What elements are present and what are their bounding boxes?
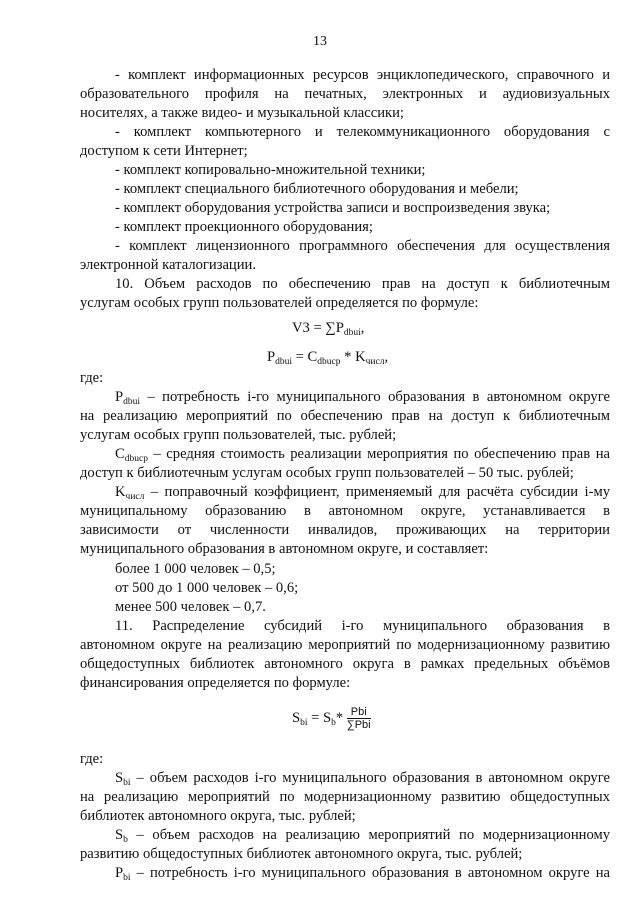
text-line: - комплект оборудования устройства записи и воспроизведения звука; [115,200,551,216]
text-line: услугам особых групп пользователей определяется по формуле: [80,295,479,311]
text-line: муниципального образования в автономном округе, и составляет: [80,541,489,557]
formula-v3: $V3 = \sum P_{dbui}$, [292,320,365,338]
definition-line: $K_{числ}$ – поправочный коэффициент, применяемый для расчёта субсидии i-му [115,484,610,502]
text-line: доступом к сети Интернет; [80,143,248,159]
text-line: - комплект компьютерного и телекоммуникационного оборудования с [115,124,610,140]
text-line: доступ к библиотечным услугам особых групп пользователей – 50 тыс. рублей; [80,465,574,481]
text-line: услугам особых групп пользователей, тыс. рублей; [80,427,397,443]
formula-sbi: $S_{bi} = S_b*$ $\frac{\text{Pbi}}{\text{∑Pbi}}$ [292,706,371,731]
text-line: библиотек автономного округа, тыс. рублей; [80,808,356,824]
text-line: носителях, а также видео- и музыкальной классики; [80,105,404,121]
text-line: где: [80,370,104,386]
text-line: развитию общедоступных библиотек автономного округа, тыс. рублей; [80,846,523,862]
definition-line: $P_{bi}$ – потребность i-го муниципального образования в автономном округе на [115,865,611,883]
text-line: более 1 000 человек – 0,5; [115,561,276,577]
text-line: - комплект копировально-множительной техники; [115,162,426,178]
text-line: на реализацию мероприятий по модернизационному развитию общедоступных [80,789,610,805]
text-line: на реализацию мероприятий по обеспечению прав на доступ к библиотечным [80,408,610,424]
definition-line: $S_{bi}$ – объем расходов i-го муниципального образования в автономном округе [115,770,611,788]
text-line: менее 500 человек – 0,7. [115,599,266,615]
text-line: автономном округе на реализацию мероприятий по модернизационному развитию [80,637,610,653]
definition-line: $C_{dbucp}$ – средняя стоимость реализации мероприятия по обеспечению прав на [115,446,610,464]
text-line: финансирования определяется по формуле: [80,675,351,691]
text-line: образовательного профиля на печатных, электронных и аудиовизуальных [80,86,610,102]
text-line: - комплект специального библиотечного оборудования и мебели; [115,181,519,197]
fraction: $\frac{\text{Pbi}}{\text{∑Pbi}}$ [346,706,371,731]
text-line: где: [80,751,104,767]
text-line: общедоступных библиотек автономного округа в рамках предельных объёмов [80,656,610,672]
definition-line: $S_b$ – объем расходов на реализацию мероприятий по модернизационному [115,827,610,845]
text-line: зависимости от численности инвалидов, проживающих на территории [80,522,610,538]
text-line: 11. Распределение субсидий i-го муниципального образования в [115,618,610,634]
text-line: 10. Объем расходов по обеспечению прав на доступ к библиотечным [115,276,610,292]
formula-pdbui: $P_{dbui} = C_{dbucp} * K_{числ}$, [267,349,389,367]
text-line: электронной каталогизации. [80,257,257,273]
definition-line: $P_{dbui}$ – потребность i-го муниципального образования в автономном округе [115,389,610,407]
text-line: - комплект информационных ресурсов энциклопедического, справочного и [115,67,610,83]
text-line: муниципальному образованию в автономном округе, устанавливается в [80,503,610,519]
text-line: - комплект лицензионного программного обеспечения для осуществления [115,238,610,254]
text-line: от 500 до 1 000 человек – 0,6; [115,580,299,596]
text-line: - комплект проекционного оборудования; [115,219,373,235]
page-number: 13 [313,34,327,49]
